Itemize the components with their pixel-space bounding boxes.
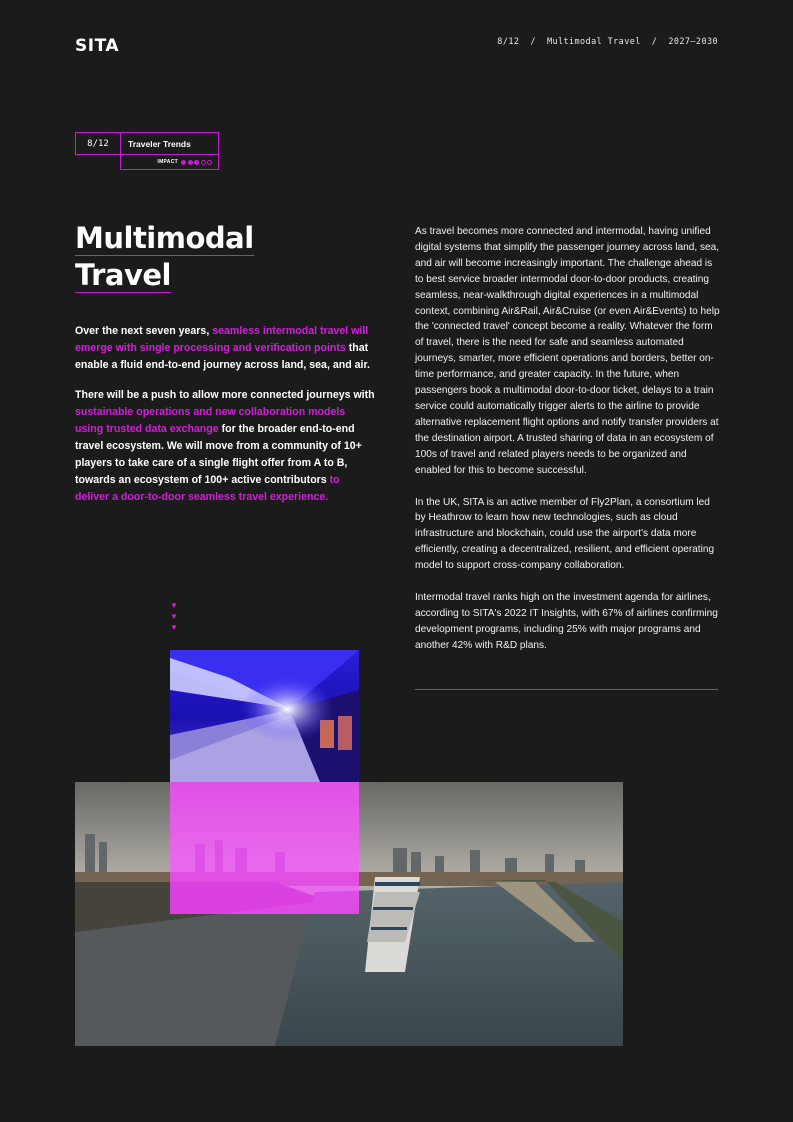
lead-p2-highlight: sustainable operations and new collaboration models using trusted data exchange bbox=[75, 406, 346, 435]
lead-p1-text-end: that enable a fluid end-to-end journey across land, sea, and air. bbox=[75, 342, 370, 371]
lead-text bbox=[75, 323, 375, 519]
arrow-down-icon: ▼ bbox=[170, 623, 178, 632]
lead-p2-highlight-end: to deliver a door-to-door seamless travel experience. bbox=[75, 474, 340, 503]
impact-dot-filled bbox=[181, 160, 186, 165]
down-arrows-icon bbox=[169, 600, 179, 633]
body-paragraph-2: In the UK, SITA is an active member of Fly2Plan, a consortium led by Heathrow to learn how new technologies, such as cloud infrastructure and blockchain, could use the airport's data more efficiently, creating a decentralized, resilient, and efficient operating model to support cross-company collaboration. bbox=[415, 496, 715, 572]
trend-category: Traveler Trends bbox=[120, 132, 219, 155]
page-title bbox=[75, 220, 254, 294]
lead-p1-text: Over the next seven years, bbox=[75, 325, 213, 337]
arrow-down-icon: ▼ bbox=[170, 601, 178, 610]
arrow-down-icon: ▼ bbox=[170, 612, 178, 621]
train-station-image bbox=[170, 650, 359, 782]
impact-dot-filled bbox=[188, 160, 193, 165]
sita-logo: SITA bbox=[75, 36, 120, 56]
impact-dot-filled bbox=[194, 160, 199, 165]
title-line-1: Multimodal bbox=[75, 221, 254, 255]
impact-dots bbox=[181, 160, 212, 165]
body-column bbox=[415, 224, 720, 670]
impact-dot-empty bbox=[207, 160, 212, 165]
lead-paragraph-1 bbox=[75, 323, 375, 374]
trend-tag bbox=[75, 132, 219, 170]
running-head: 8/12 / Multimodal Travel / 2027–2030 bbox=[497, 37, 718, 47]
magenta-overlay-highlight bbox=[170, 782, 359, 914]
section-divider bbox=[415, 689, 718, 690]
impact-dot-empty bbox=[201, 160, 206, 165]
lead-p1-highlight: seamless intermodal travel will emerge with single processing and verification points bbox=[75, 325, 369, 354]
trend-number: 8/12 bbox=[75, 132, 121, 155]
impact-label: IMPACT bbox=[157, 159, 178, 165]
title-line-2: Travel bbox=[75, 258, 171, 292]
body-paragraph-3: Intermodal travel ranks high on the investment agenda for airlines, according to SITA's 2022 IT Insights, with 67% of airlines confirming development programs, including 25% with major programs and another 42% with R&D plans. bbox=[415, 592, 718, 651]
lead-paragraph-2 bbox=[75, 387, 375, 506]
body-paragraph-1: As travel becomes more connected and intermodal, having unified digital systems that simplify the passenger journey across land, sea, and air will become increasingly important. The challenge ahead is to best service broader intermodal door-to-door products, creating seamless, near-walkthrough digital experiences in a multimodal context, combining Air&Rail, Air&Cruise (or even Air&Events) to help the 'connected travel' concept become a reality. Whatever the form of travel, there is the need for safe and seamless automated journeys, smarter, more efficient operations and borders, better on-time performance, and greater capacity. In the future, when passengers book a multimodal door-to-door ticket, delays to a train service could automatically trigger alerts to the airline to provide alternative replacement flight options and notify transfer providers at the destination airport. A trusted sharing of data in an ecosystem of 100s of travel and related players needs to be organized and enabled for this to become successful. bbox=[415, 226, 720, 476]
lead-p2-text: There will be a push to allow more connected journeys with bbox=[75, 389, 375, 401]
impact-rating bbox=[120, 154, 219, 170]
lead-p2-text-mid: for the broader end-to-end travel ecosystem. We will move from a community of 10+ players to take care of a single flight offer from A to B, towards an ecosystem of 100+ active contributors bbox=[75, 423, 362, 486]
